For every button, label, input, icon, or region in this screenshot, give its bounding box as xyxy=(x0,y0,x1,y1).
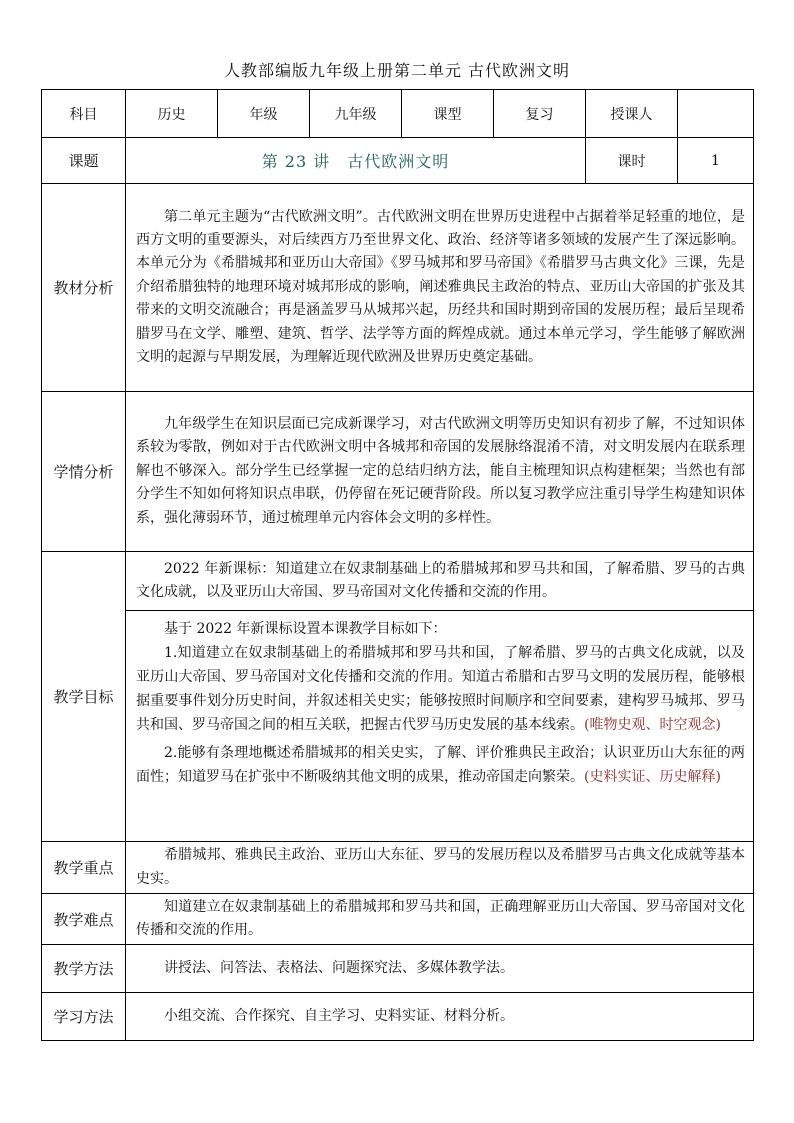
student-analysis-cell xyxy=(126,392,754,552)
grade-label: 年级 xyxy=(218,90,310,138)
goal-1 xyxy=(126,641,753,737)
standard-block xyxy=(126,552,753,610)
textbook-analysis-cell xyxy=(126,184,754,392)
learning-methods-cell xyxy=(126,993,754,1041)
type-label: 课型 xyxy=(402,90,494,138)
key-points-row xyxy=(42,842,754,894)
type-value: 复习 xyxy=(494,90,586,138)
teaching-methods-cell xyxy=(126,945,754,993)
textbook-analysis-row xyxy=(42,184,754,392)
subject-label: 科目 xyxy=(42,90,126,138)
goal-1-tag: (唯物史观、时空观念) xyxy=(584,717,721,733)
teaching-methods-label: 教学方法 xyxy=(42,945,126,993)
learning-methods-label: 学习方法 xyxy=(42,993,126,1041)
teacher-label: 授课人 xyxy=(586,90,678,138)
goal-2 xyxy=(126,741,753,789)
hours-value: 1 xyxy=(678,138,754,184)
topic-value: 第 23 讲 古代欧洲文明 xyxy=(126,138,586,184)
goal-1-text: 1.知道建立在奴隶制基础上的希腊城邦和罗马共和国，了解希腊、罗马的古典文化成就，以及亚历山大帝国、罗马帝国对文化传播和交流的作用。知道古希腊和古罗马文明的发展历程，能够根据重要事件划分历史时间，并叙述相关史实；能够按照时间顺序和空间要素，建构罗马城邦、罗马共和国、罗马帝国之间的相互关联，把握古代罗马历史发展的基本线索。 xyxy=(136,645,745,733)
grade-value: 九年级 xyxy=(310,90,402,138)
goals-intro: 基于 2022 年新课标设置本课教学目标如下： xyxy=(164,621,447,637)
subject-value: 历史 xyxy=(126,90,218,138)
goal-2-tag: (史料实证、历史解释) xyxy=(584,769,721,785)
teaching-goals-cell xyxy=(126,552,754,842)
learning-methods-row xyxy=(42,993,754,1041)
textbook-analysis-text: 第二单元主题为“古代欧洲文明”。古代欧洲文明在世界历史进程中占据着举足轻重的地位，是西方文明的重要源头，对后续西方乃至世界文化、政治、经济等诸多领域的发展产生了深远影响。本单元分为《希腊城邦和亚历山大帝国》《罗马城邦和罗马帝国》《希腊罗马古典文化》三课，先是介绍希腊独特的地理环境对城邦形成的影响，阐述雅典民主政治的特点、亚历山大帝国的扩张及其带来的文明交流融合；再是涵盖罗马从城邦兴起，历经共和国时期到帝国的发展历程；最后呈现希腊罗马在文学、雕塑、建筑、哲学、法学等方面的辉煌成就。通过本单元学习，学生能够了解欧洲文明的起源与早期发展，为理解近现代欧洲及世界历史奠定基础。 xyxy=(136,208,745,366)
standard-text: 2022 年新课标：知道建立在奴隶制基础上的希腊城邦和罗马共和国，了解希腊、罗马的古典文化成就，以及亚历山大帝国、罗马帝国对文化传播和交流的作用。 xyxy=(136,560,745,600)
difficult-points-row xyxy=(42,894,754,945)
teaching-goals-label: 教学目标 xyxy=(42,552,126,842)
difficult-points-text: 知道建立在奴隶制基础上的希腊城邦和罗马共和国，正确理解亚历山大帝国、罗马帝国对文化传播和交流的作用。 xyxy=(136,899,745,939)
student-analysis-label: 学情分析 xyxy=(42,392,126,552)
teaching-methods-text: 讲授法、问答法、表格法、问题探究法、多媒体教学法。 xyxy=(164,960,514,977)
key-points-text: 希腊城邦、雅典民主政治、亚历山大东征、罗马的发展历程以及希腊罗马古典文化成就等基本史实。 xyxy=(136,847,745,887)
difficult-points-cell xyxy=(126,894,754,945)
student-analysis-row xyxy=(42,392,754,552)
hours-label: 课时 xyxy=(586,138,678,184)
goal-2-text: 2.能够有条理地概述希腊城邦的相关史实，了解、评价雅典民主政治；认识亚历山大东征的两面性；知道罗马在扩张中不断吸纳其他文明的成果，推动帝国走向繁荣。 xyxy=(136,745,745,785)
teacher-value xyxy=(678,90,754,138)
teaching-goals-row xyxy=(42,552,754,842)
goals-block xyxy=(126,610,753,793)
header-row xyxy=(42,90,754,138)
key-points-label: 教学重点 xyxy=(42,842,126,894)
teaching-methods-row xyxy=(42,945,754,993)
learning-methods-text: 小组交流、合作探究、自主学习、史料实证、材料分析。 xyxy=(164,1008,514,1025)
topic-label: 课题 xyxy=(42,138,126,184)
key-points-cell xyxy=(126,842,754,894)
document-title: 人教部编版九年级上册第二单元 古代欧洲文明 xyxy=(223,61,571,80)
textbook-analysis-label: 教材分析 xyxy=(42,184,126,392)
student-analysis-text: 九年级学生在知识层面已完成新课学习，对古代欧洲文明等历史知识有初步了解，不过知识体系较为零散，例如对于古代欧洲文明中各城邦和帝国的发展脉络混淆不清，对文明发展内在联系理解也不够深入。部分学生已经掌握一定的总结归纳方法，能自主梳理知识点构建框架；当然也有部分学生不知如何将知识点串联，仍停留在死记硬背阶段。所以复习教学应注重引导学生构建知识体系，强化薄弱环节，通过梳理单元内容体会文明的多样性。 xyxy=(136,415,745,526)
topic-row xyxy=(42,138,754,184)
lesson-plan-table xyxy=(41,89,754,1041)
difficult-points-label: 教学难点 xyxy=(42,894,126,945)
